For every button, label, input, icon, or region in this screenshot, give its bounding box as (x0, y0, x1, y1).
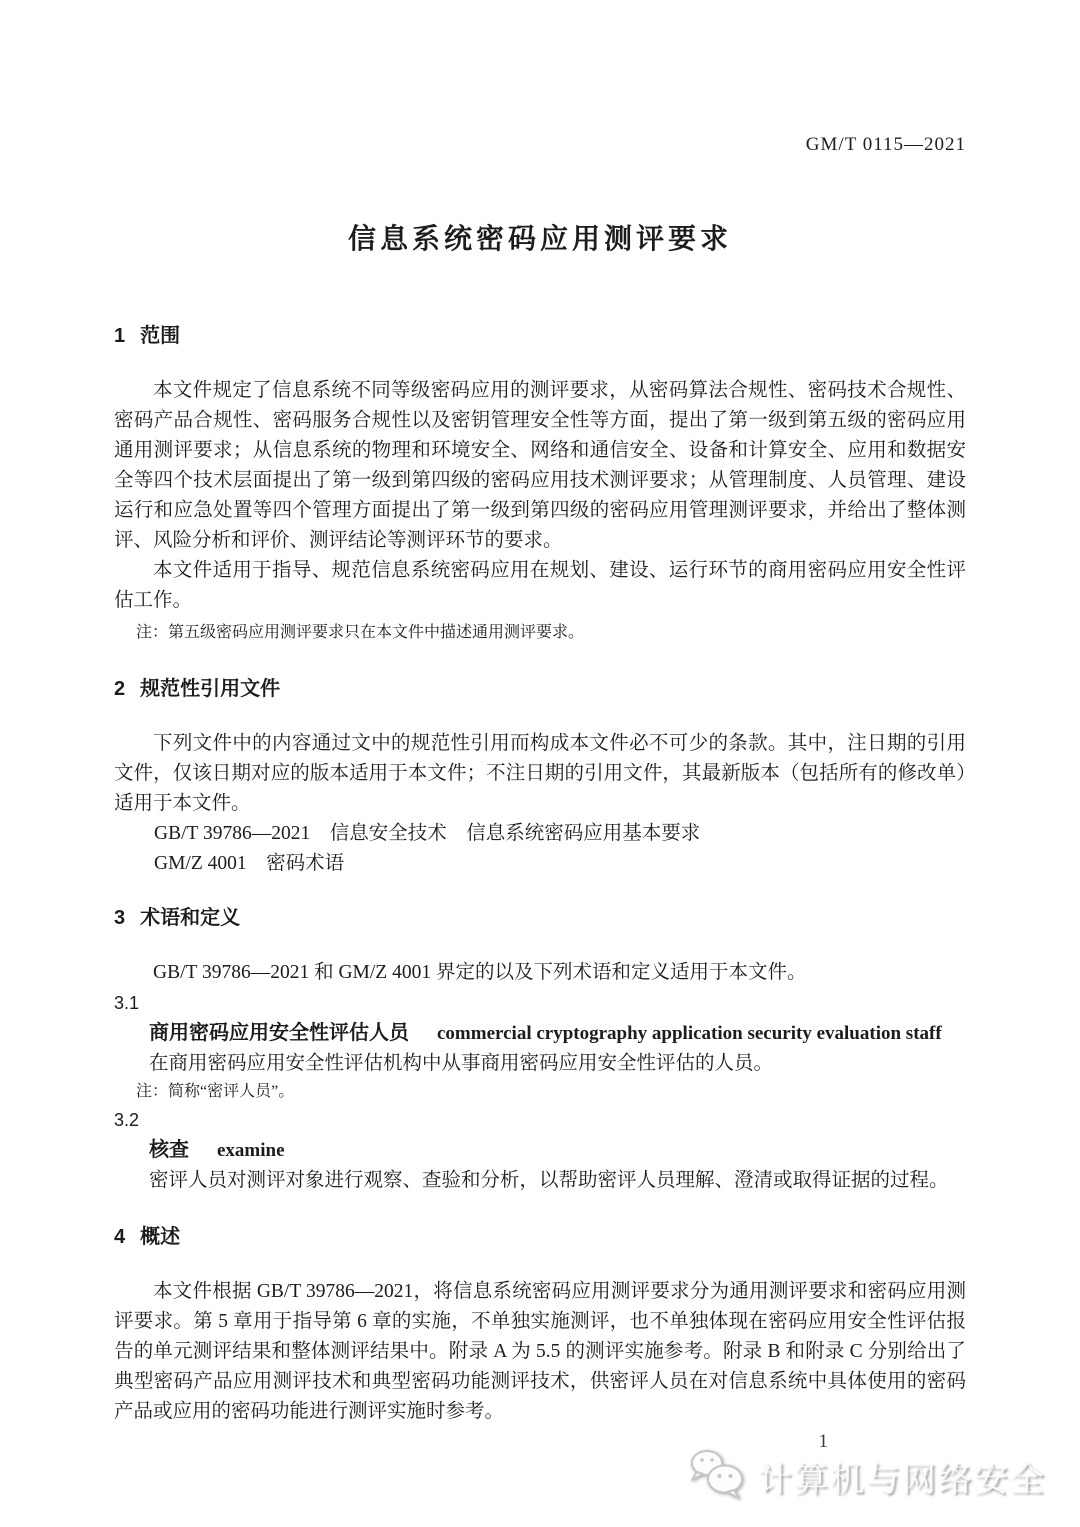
section-number: 2 (114, 678, 126, 700)
term-chinese: 核查 (149, 1139, 189, 1161)
term-english: commercial cryptography application security evaluation staff (437, 1023, 942, 1044)
term-id: 3.2 (114, 1110, 140, 1130)
reference-item: GB/T 39786—2021 信息安全技术 信息系统密码应用基本要求 (154, 823, 701, 844)
term-id: 3.1 (114, 993, 140, 1013)
terms-intro-paragraph: GB/T 39786—2021 和 GM/Z 4001 界定的以及下列术语和定义适用于本文件。 (153, 962, 807, 983)
term-line (114, 1018, 966, 1049)
term-english: examine (217, 1140, 285, 1161)
section-number: 3 (114, 907, 126, 929)
section-title: 概述 (140, 1226, 181, 1248)
term-chinese: 商用密码应用安全性评估人员 (149, 1022, 409, 1044)
section-heading-normative-references (114, 676, 966, 702)
scope-note: 注：第五级密码应用测评要求只在本文件中描述通用测评要求。 (136, 624, 585, 641)
section-heading-overview (114, 1224, 966, 1250)
term-entry (114, 1105, 966, 1196)
section-title: 术语和定义 (140, 907, 241, 929)
page-number: 1 (818, 1431, 828, 1452)
section-number: 1 (114, 325, 126, 347)
document-title: 信息系统密码应用测评要求 (347, 223, 732, 254)
references-paragraph: 下列文件中的内容通过文中的规范性引用而构成本文件必不可少的条款。其中，注日期的引用文件，仅该日期对应的版本适用于本文件；不注日期的引用文件，其最新版本（包括所有的修改单）适用于本文件。 (114, 733, 966, 814)
section-heading-scope (114, 323, 966, 349)
reference-list (114, 819, 966, 879)
section-heading-terms-definitions (114, 905, 966, 931)
overview-paragraph: 本文件根据 GB/T 39786—2021，将信息系统密码应用测评要求分为通用测评要求和密码应用测评要求。第 5 章用于指导第 6 章的实施，不单独实施测评，也不单独体现在密码应用安全性评估报告的单元测评结果和整体测评结果中。附录 A 为 5.5 的测评实施参考。附录 B 和附录 C 分别给出了典型密码产品应用测评技术和典型密码功能测评技术，供密评人员在对信息系统中具体使用的密码产品或应用的密码功能进行测评实施时参考。 (114, 1281, 966, 1422)
section-title: 范围 (140, 325, 181, 347)
standard-number: GM/T 0115—2021 (805, 134, 966, 155)
term-line (114, 1135, 966, 1166)
term-definition: 密评人员对测评对象进行观察、查验和分析，以帮助密评人员理解、澄清或取得证据的过程。 (149, 1170, 949, 1191)
section-title: 规范性引用文件 (140, 678, 281, 700)
section-number: 4 (114, 1226, 126, 1248)
watermark-text: 计算机与网络安全 (758, 1461, 1046, 1499)
term-entry (114, 988, 966, 1105)
reference-item: GM/Z 4001 密码术语 (154, 853, 345, 874)
term-definition: 在商用密码应用安全性评估机构中从事商用密码应用安全性评估的人员。 (149, 1053, 774, 1074)
term-note: 注：简称“密评人员”。 (136, 1083, 295, 1100)
wechat-icon (686, 1448, 748, 1505)
scope-paragraph-2: 本文件适用于指导、规范信息系统密码应用在规划、建设、运行环节的商用密码应用安全性评估工作。 (114, 560, 966, 611)
scope-paragraph-1: 本文件规定了信息系统不同等级密码应用的测评要求，从密码算法合规性、密码技术合规性、密码产品合规性、密码服务合规性以及密钥管理安全性等方面，提出了第一级到第五级的密码应用通用测评要求；从信息系统的物理和环境安全、网络和通信安全、设备和计算安全、应用和数据安全等四个技术层面提出了第一级到第四级的密码应用技术测评要求；从管理制度、人员管理、建设运行和应急处置等四个管理方面提出了第一级到第四级的密码应用管理测评要求，并给出了整体测评、风险分析和评价、测评结论等测评环节的要求。 (114, 380, 966, 551)
watermark (686, 1448, 1046, 1505)
